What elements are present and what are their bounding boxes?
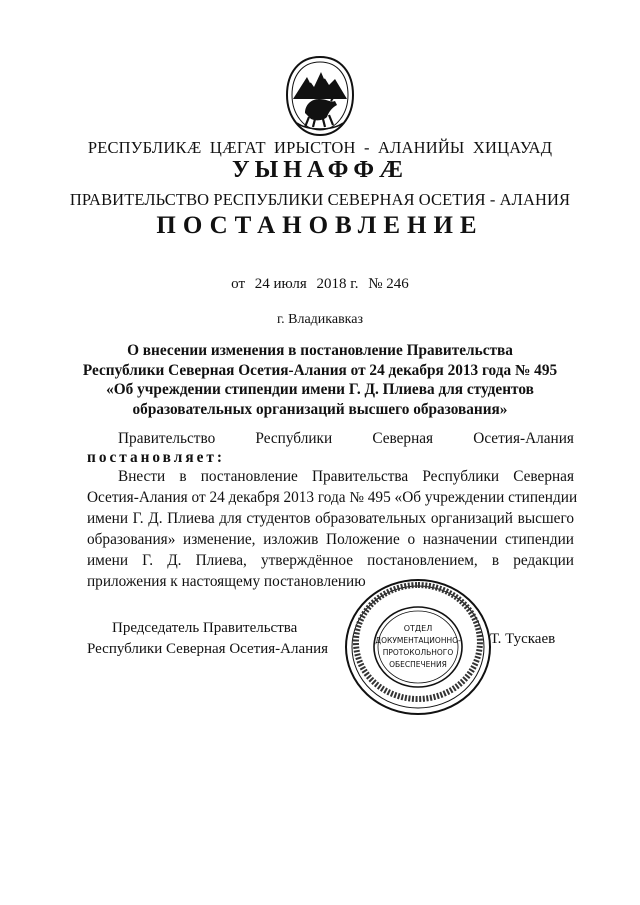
body-line: Осетия-Алания от 24 декабря 2013 года № 495 «Об учреждении стипендии [87, 489, 578, 506]
preamble-word: Правительство [118, 430, 216, 447]
stamp-text: ОТДЕЛ [403, 624, 433, 633]
preamble-word: Северная [372, 430, 434, 447]
date-prefix: от [231, 276, 246, 292]
stamp-text: ПРОТОКОЛЬНОГО [382, 648, 454, 657]
date-day-month: 24 июля [254, 276, 307, 292]
position-line: Республики Северная Осетия-Алания [87, 641, 329, 657]
document-number: № 246 [368, 276, 409, 292]
title-line: Республики Северная Осетия-Алания от 24 декабря 2013 года № 495 [82, 361, 558, 379]
preamble-line [118, 430, 574, 448]
title-line: образовательных организаций высшего образования» [132, 400, 508, 418]
body-line: имени Г. Д. Плиева, утверждённое постановлением, в редакции [87, 552, 574, 569]
coat-of-arms-emblem [283, 55, 357, 137]
stamp-text: ОБЕСПЕЧЕНИЯ [389, 660, 447, 669]
official-seal-stamp [343, 577, 493, 717]
date-number-line [0, 276, 640, 293]
body-line: Внести в постановление Правительства Республики Северная [118, 468, 574, 485]
document-type-title: ПОСТАНОВЛЕНИЕ [156, 212, 484, 239]
signatory-name: Т. Тускаев [490, 631, 556, 647]
position-line: Председатель Правительства [112, 620, 298, 636]
document-subject-title [80, 341, 560, 419]
signatory-position [87, 618, 328, 660]
date-year: 2018 г. [316, 276, 359, 292]
body-line: имени Г. Д. Плиева для студентов образовательных организаций высшего [87, 510, 574, 527]
body-paragraph [87, 466, 578, 592]
stamp-text: ДОКУМЕНТАЦИОННО- [375, 636, 461, 645]
city: г. Владикавказ [276, 312, 364, 327]
preamble-word: Республики [255, 430, 333, 447]
ossetian-republic-header: РЕСПУБЛИКÆ ЦÆГАТ ИРЫСТОН - АЛАНИЙЫ ХИЦАУАД [87, 138, 553, 157]
preamble-word: Осетия-Алания [473, 430, 574, 447]
title-line: О внесении изменения в постановление Правительства [127, 342, 513, 359]
resolves-keyword: постановляет: [87, 449, 225, 466]
title-line: «Об учреждении стипендии имени Г. Д. Плиева для студентов [106, 381, 534, 398]
body-line: приложения к настоящему постановлению [87, 573, 366, 590]
body-line: образования» изменение, изложив Положение о назначении стипендии [87, 531, 574, 548]
ossetian-document-type: УЫНАФФÆ [232, 157, 408, 183]
russian-government-header: ПРАВИТЕЛЬСТВО РЕСПУБЛИКИ СЕВЕРНАЯ ОСЕТИЯ - АЛАНИЯ [69, 190, 571, 209]
